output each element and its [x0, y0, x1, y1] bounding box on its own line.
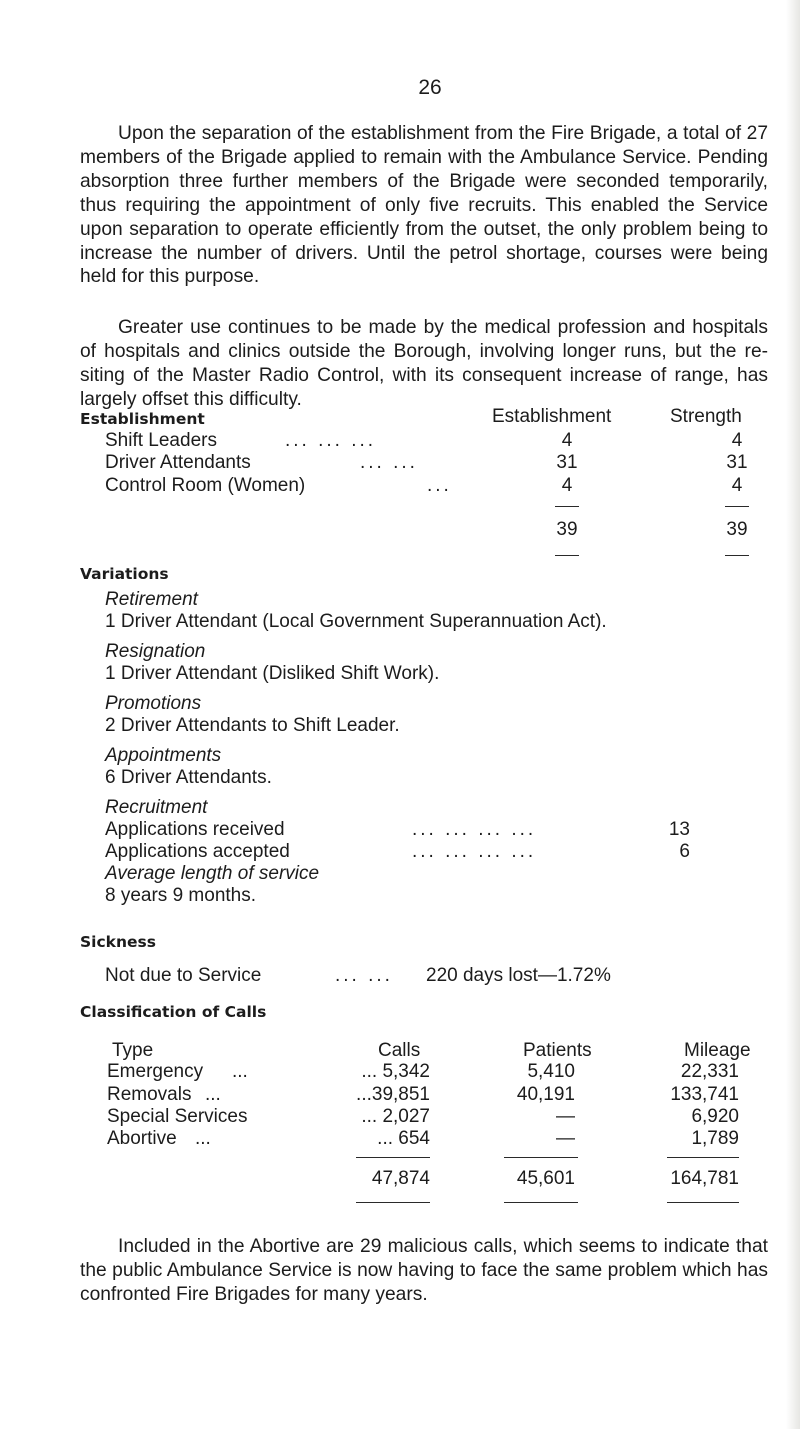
recruitment-row-label: Applications accepted — [105, 841, 290, 862]
col-calls-header: Calls — [378, 1040, 421, 1061]
col-establishment-header: Establishment — [492, 406, 612, 427]
retirement-text: 1 Driver Attendant (Local Government Superannuation Act). — [105, 611, 607, 632]
resignation-label: Resignation — [105, 641, 206, 662]
establishment-heading: Establishment — [80, 410, 205, 428]
calls-cell: ... 5,342 — [361, 1061, 430, 1082]
patients-cell: 40,191 — [516, 1084, 575, 1105]
mileage-cell: 22,331 — [680, 1061, 739, 1082]
total-rule — [555, 555, 579, 556]
row-label: Control Room (Women) — [105, 475, 306, 496]
row-leader-dots: ... — [427, 475, 452, 496]
establishment-total: 39 — [556, 519, 578, 540]
retirement-label: Retirement — [105, 589, 198, 610]
appointments-label: Appointments — [105, 745, 222, 766]
paragraph-hospitals: Greater use continues to be made by the medical profession and hospitals of hospitals and clinics outside the Borough, involving longer runs, but the re-siting of the Master Radio Control, with its consequent increase of range, has largely offset this difficulty. — [80, 317, 768, 410]
strength-value: 4 — [731, 475, 743, 496]
type-dots: ... — [195, 1128, 211, 1149]
col-mileage-header: Mileage — [684, 1040, 751, 1061]
row-label: Driver Attendants — [105, 452, 251, 473]
sum-rule — [725, 506, 749, 507]
calls-cell: ... 2,027 — [361, 1106, 430, 1127]
mileage-cell: 6,920 — [691, 1106, 739, 1127]
establishment-value: 4 — [561, 430, 573, 451]
calls-total: 47,874 — [371, 1168, 430, 1189]
promotions-text: 2 Driver Attendants to Shift Leader. — [105, 715, 400, 736]
sickness-leader-dots: ... ... — [335, 965, 393, 986]
sum-rule — [356, 1157, 430, 1158]
type-cell: Abortive — [107, 1128, 177, 1149]
recruitment-leader-dots: ... ... ... ... — [412, 841, 537, 862]
mileage-total: 164,781 — [670, 1168, 739, 1189]
type-cell: Emergency — [107, 1061, 204, 1082]
variations-heading: Variations — [80, 565, 169, 583]
appointments-text: 6 Driver Attendants. — [105, 767, 272, 788]
establishment-value: 31 — [556, 452, 578, 473]
type-dots: ... — [232, 1061, 248, 1082]
page-number: 26 — [418, 76, 442, 99]
patients-total: 45,601 — [516, 1168, 575, 1189]
patients-cell: — — [556, 1128, 575, 1149]
total-rule — [504, 1202, 578, 1203]
calls-cell: ...39,851 — [356, 1084, 430, 1105]
sickness-value: 220 days lost—1.72% — [426, 965, 611, 986]
promotions-label: Promotions — [105, 693, 202, 714]
service-text: 8 years 9 months. — [105, 885, 257, 906]
page-edge-shadow — [786, 0, 800, 1429]
strength-value: 4 — [731, 430, 743, 451]
calls-cell: ... 654 — [377, 1128, 430, 1149]
mileage-cell: 133,741 — [670, 1084, 739, 1105]
row-leader-dots: ... ... ... — [285, 430, 377, 451]
sickness-label: Not due to Service — [105, 965, 262, 986]
establishment-value: 4 — [561, 475, 573, 496]
recruitment-row-label: Applications received — [105, 819, 285, 840]
recruitment-label: Recruitment — [105, 797, 208, 818]
sum-rule — [667, 1157, 739, 1158]
paragraph-separation: Upon the separation of the establishment from the Fire Brigade, a total of 27 members of the Brigade applied to remain with the Ambulance Service. Pending absorption three further members of the Brigade were seconded temporarily, thus requiring the appointment of only five recruits. This enabled the Service upon separation to operate efficiently from the outset, the only problem being to increase the number of drivers. Until the petrol shortage, courses were being held for this purpose. — [80, 123, 768, 288]
recruitment-value: 6 — [679, 841, 690, 862]
type-cell: Special Services — [107, 1106, 248, 1127]
type-dots: ... — [205, 1084, 221, 1105]
total-rule — [725, 555, 749, 556]
total-rule — [667, 1202, 739, 1203]
col-type-header: Type — [112, 1040, 154, 1061]
col-strength-header: Strength — [670, 406, 742, 427]
resignation-text: 1 Driver Attendant (Disliked Shift Work). — [105, 663, 440, 684]
mileage-cell: 1,789 — [691, 1128, 739, 1149]
row-label: Shift Leaders — [105, 430, 217, 451]
strength-value: 31 — [726, 452, 748, 473]
patients-cell: — — [556, 1106, 575, 1127]
col-patients-header: Patients — [523, 1040, 592, 1061]
patients-cell: 5,410 — [527, 1061, 575, 1082]
row-leader-dots: ... ... — [360, 452, 418, 473]
classification-heading: Classification of Calls — [80, 1003, 267, 1021]
paragraph-malicious-calls: Included in the Abortive are 29 malicious calls, which seems to indicate that the public Ambulance Service is now having to face the same problem which has confronted Fire Brigades for many years. — [80, 1236, 768, 1305]
total-rule — [356, 1202, 430, 1203]
recruitment-leader-dots: ... ... ... ... — [412, 819, 537, 840]
sickness-heading: Sickness — [80, 933, 156, 951]
sum-rule — [555, 506, 579, 507]
recruitment-value: 13 — [668, 819, 690, 840]
strength-total: 39 — [726, 519, 748, 540]
type-cell: Removals — [107, 1084, 192, 1105]
sum-rule — [504, 1157, 578, 1158]
service-label: Average length of service — [105, 863, 320, 884]
